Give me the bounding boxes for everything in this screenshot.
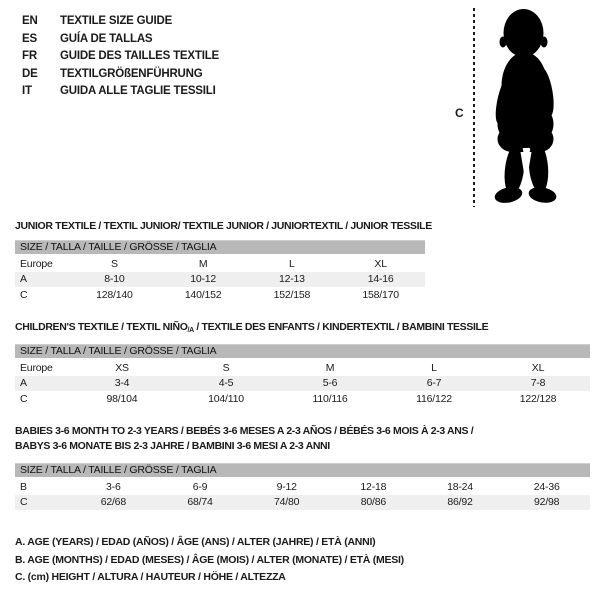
- language-row: [22, 31, 219, 49]
- children-section-title: [15, 321, 488, 337]
- table-row: [15, 495, 590, 511]
- size-cell: 10-12: [190, 273, 217, 286]
- children-title-suffix: / TEXTILE DES ENFANTS / KINDERTEXTIL / BAMBINI TESSILE: [193, 321, 489, 333]
- babies-size-table: [15, 463, 590, 510]
- size-cell: 3-4: [114, 377, 130, 390]
- size-cell: 5-6: [322, 377, 338, 390]
- table-row: [15, 360, 590, 376]
- babies-section-title-line1: BABIES 3-6 MONTH TO 2-3 YEARS / BEBÉS 3-6 MESES A 2-3 AÑOS / BÉBÉS 3-6 MOIS À 2-3 ANS /: [15, 425, 474, 437]
- size-cell: 122/128: [519, 392, 557, 405]
- row-label: Europe: [20, 257, 53, 270]
- size-cell: M: [198, 257, 208, 270]
- size-cell: 74/80: [274, 496, 300, 509]
- language-list: [22, 13, 219, 101]
- measure-label-c: C: [455, 106, 464, 120]
- size-cell: 18-24: [447, 480, 473, 493]
- size-cell: 158/170: [362, 288, 399, 301]
- children-title-subscript: /A: [187, 327, 194, 334]
- height-measure-line: [473, 8, 475, 207]
- table-row: [15, 256, 425, 272]
- size-cell: L: [289, 257, 295, 270]
- language-row: [22, 83, 219, 101]
- size-cell: M: [325, 361, 335, 374]
- row-label: A: [20, 273, 27, 286]
- language-code: FR: [22, 50, 37, 62]
- size-cell: 14-16: [367, 273, 394, 286]
- row-label: B: [20, 480, 27, 493]
- size-cell: XL: [531, 361, 545, 374]
- size-cell: S: [222, 361, 230, 374]
- table-size-header: SIZE / TALLA / TAILLE / GRÖSSE / TAGLIA: [15, 240, 425, 254]
- size-cell: 140/152: [184, 288, 222, 301]
- size-cell: 152/158: [273, 288, 311, 301]
- children-size-table: [15, 344, 590, 407]
- table-row: [15, 479, 590, 495]
- row-label: C: [20, 392, 28, 405]
- size-cell: 110/116: [312, 392, 348, 405]
- language-title: GUIDE DES TAILLES TEXTILE: [60, 50, 219, 62]
- size-cell: 6-7: [426, 377, 442, 390]
- table-row: [15, 391, 590, 407]
- language-code: ES: [22, 32, 37, 45]
- footnotes-block: [15, 534, 404, 587]
- size-cell: S: [110, 257, 118, 270]
- size-cell: XL: [374, 257, 387, 270]
- table-row: [15, 376, 590, 392]
- baby-silhouette-icon: [481, 6, 572, 208]
- table-size-header: SIZE / TALLA / TAILLE / GRÖSSE / TAGLIA: [15, 463, 590, 477]
- junior-size-table: [15, 240, 425, 303]
- size-cell: 62/68: [100, 496, 126, 509]
- language-title: GUÍA DE TALLAS: [60, 32, 153, 45]
- size-cell: 92/98: [534, 496, 560, 509]
- size-cell: 12-18: [360, 480, 387, 493]
- size-cell: 4-5: [218, 377, 234, 390]
- size-cell: 98/104: [106, 392, 138, 405]
- table-size-header: SIZE / TALLA / TAILLE / GRÖSSE / TAGLIA: [15, 344, 590, 358]
- language-code: DE: [22, 67, 38, 80]
- size-cell: 68/74: [187, 496, 213, 509]
- children-title-prefix: CHILDREN'S TEXTILE / TEXTIL NIÑO: [15, 321, 188, 333]
- language-title: GUIDA ALLE TAGLIE TESSILI: [60, 85, 216, 97]
- row-label: C: [20, 496, 28, 509]
- size-cell: 128/140: [96, 288, 133, 301]
- language-title: TEXTILE SIZE GUIDE: [60, 15, 173, 27]
- row-label: A: [20, 377, 27, 390]
- language-code: IT: [22, 85, 32, 97]
- size-cell: 3-6: [106, 480, 121, 493]
- size-cell: 24-36: [533, 480, 560, 493]
- footnote-height-cm: C. (cm) HEIGHT / ALTURA / HAUTEUR / HÖHE / ALTEZZA: [15, 571, 286, 583]
- size-cell: 9-12: [276, 480, 297, 493]
- size-cell: XS: [115, 361, 129, 374]
- row-label: Europe: [20, 361, 53, 374]
- size-cell: 80/86: [360, 496, 386, 509]
- size-cell: 12-13: [278, 273, 305, 286]
- table-row: [15, 287, 425, 303]
- size-cell: 7-8: [530, 377, 546, 390]
- language-title: TEXTILGRÖßENFÜHRUNG: [60, 67, 203, 80]
- footnote-age-months: B. AGE (MONTHS) / EDAD (MESES) / ÂGE (MOIS) / ALTER (MONATE) / ETÀ (MESI): [15, 553, 404, 566]
- size-cell: 116/122: [416, 392, 452, 405]
- size-cell: L: [431, 361, 437, 374]
- size-cell: 6-9: [192, 480, 208, 493]
- row-label: C: [20, 288, 28, 301]
- size-cell: 8-10: [104, 273, 125, 286]
- junior-section-title: JUNIOR TEXTILE / TEXTIL JUNIOR/ TEXTILE JUNIOR / JUNIORTEXTIL / JUNIOR TESSILE: [15, 220, 432, 232]
- language-row: [22, 13, 219, 31]
- table-row: [15, 272, 425, 288]
- language-row: [22, 48, 219, 66]
- language-code: EN: [22, 15, 38, 27]
- babies-section-title-line2: BABYS 3-6 MONATE BIS 2-3 JAHRE / BAMBINI 3-6 MESI A 2-3 ANNI: [15, 440, 330, 452]
- size-cell: 86/92: [447, 496, 473, 509]
- language-row: [22, 66, 219, 84]
- size-cell: 104/110: [208, 392, 244, 405]
- footnote-age-years: A. AGE (YEARS) / EDAD (AÑOS) / ÂGE (ANS) / ALTER (JAHRE) / ETÀ (ANNI): [15, 536, 376, 548]
